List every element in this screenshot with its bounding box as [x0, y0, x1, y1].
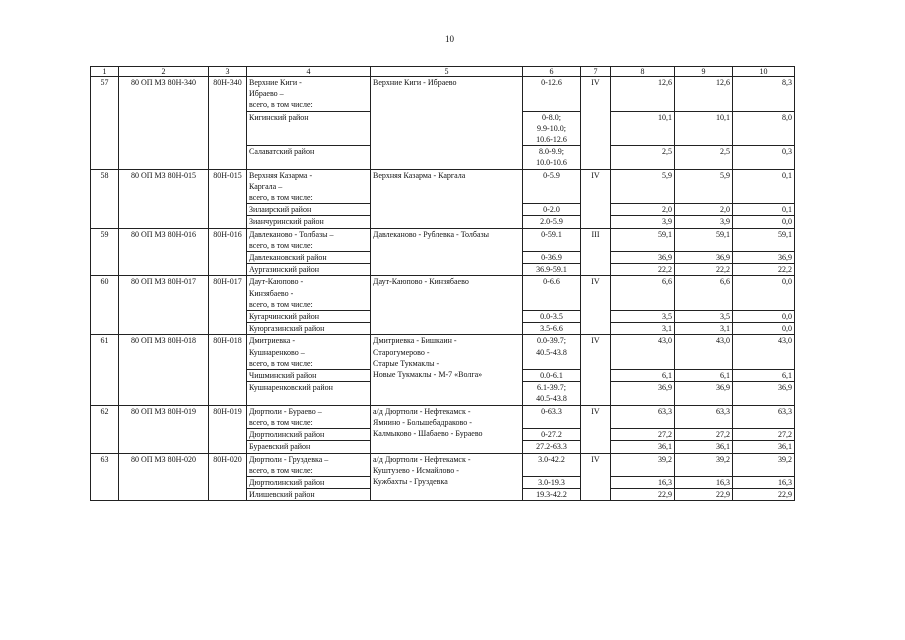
district-length-total: 22,9: [611, 489, 675, 501]
header-row: [91, 67, 795, 77]
road-name-line: Кинзябаево -: [249, 288, 294, 298]
km-range: [523, 77, 581, 112]
district-length-hard: 22,9: [675, 489, 733, 501]
road-name-line: всего, в том числе:: [249, 465, 313, 475]
district-km-range: [523, 489, 581, 501]
road-name: [247, 335, 371, 370]
district-length-total: 2,0: [611, 204, 675, 216]
route-line: Калмыково - Шабаево - Бураево: [373, 429, 483, 439]
district-length-hard: 6,1: [675, 370, 733, 382]
road-category: IV: [581, 77, 611, 170]
road-name-line: Даут-Каюпово -: [249, 277, 304, 287]
district-length-hard: 10,1: [675, 111, 733, 146]
road-name-line: всего, в том числе:: [249, 100, 313, 110]
district-name: Зилаирский район: [247, 204, 371, 216]
road-name: [247, 453, 371, 476]
column-header: 10: [733, 67, 795, 77]
district-length-improved: 36,9: [733, 382, 795, 405]
length-improved: 0,0: [733, 276, 795, 311]
district-km-range: [523, 311, 581, 323]
road-name-line: Ибраево –: [249, 89, 284, 99]
road-name-line: Кушнаренково –: [249, 347, 305, 357]
district-length-total: 36,1: [611, 441, 675, 453]
district-name: Куюргазинский район: [247, 323, 371, 335]
road-name-line: Дюртюли - Груздевка –: [249, 454, 329, 464]
district-name: Аургазинский район: [247, 264, 371, 276]
district-name: Бураевский район: [247, 441, 371, 453]
district-length-total: 27,2: [611, 429, 675, 441]
district-name: Дюртюлинский район: [247, 429, 371, 441]
column-header: 3: [209, 67, 247, 77]
route-line: Куштузево - Исмайлово -: [373, 465, 459, 475]
district-length-hard: 27,2: [675, 429, 733, 441]
page-number: 10: [445, 34, 454, 44]
road-route: [371, 453, 523, 501]
road-code: 80 ОП МЗ 80Н-019: [119, 405, 209, 453]
km-line: 3.0-19.3: [538, 477, 565, 487]
road-code: 80 ОП МЗ 80Н-020: [119, 453, 209, 501]
km-line: 0-5.9: [543, 170, 560, 180]
district-km-range: [523, 382, 581, 405]
road-id: 80Н-018: [209, 335, 247, 405]
road-id: 80Н-019: [209, 405, 247, 453]
route-line: Дмитриевка - Бишкаин -: [373, 336, 457, 346]
road-name-line: Дюртюли - Бураево –: [249, 406, 322, 416]
district-length-improved: 0,1: [733, 204, 795, 216]
route-line: Давлеканово - Рублевка - Толбазы: [373, 229, 490, 239]
district-length-improved: 0,0: [733, 216, 795, 228]
km-range: [523, 453, 581, 476]
table-row: [91, 228, 795, 251]
district-km-range: [523, 264, 581, 276]
length-total: 59,1: [611, 228, 675, 251]
km-range: [523, 276, 581, 311]
route-line: Верхние Киги - Ибраево: [373, 78, 457, 87]
km-line: 0-2.0: [543, 205, 560, 215]
district-length-improved: 16,3: [733, 476, 795, 488]
km-line: 0-27.2: [541, 430, 562, 440]
district-km-range: [523, 146, 581, 169]
route-line: Ямнино - Большебадраково -: [373, 417, 472, 427]
district-length-hard: 36,9: [675, 382, 733, 405]
km-line: 0-12.6: [541, 78, 562, 87]
road-category: IV: [581, 453, 611, 501]
road-name: [247, 228, 371, 251]
road-name-line: Каргала –: [249, 181, 283, 191]
district-name: Дюртюлинский район: [247, 476, 371, 488]
road-route: [371, 228, 523, 276]
district-length-total: 3,1: [611, 323, 675, 335]
length-improved: 39,2: [733, 453, 795, 476]
road-route: [371, 77, 523, 170]
district-length-total: 3,9: [611, 216, 675, 228]
route-line: Новые Тукмаклы - М-7 «Волга»: [373, 370, 483, 380]
district-length-improved: 0,3: [733, 146, 795, 169]
row-number: 57: [91, 77, 119, 170]
km-range: [523, 405, 581, 428]
district-length-improved: 6,1: [733, 370, 795, 382]
road-name: [247, 77, 371, 112]
km-line: 27.2-63.3: [536, 442, 567, 452]
district-name: Зианчуринский район: [247, 216, 371, 228]
length-hard: 43,0: [675, 335, 733, 370]
district-length-total: 36,9: [611, 382, 675, 405]
km-line: 3.0-42.2: [538, 454, 565, 464]
length-hard: 6,6: [675, 276, 733, 311]
length-total: 39,2: [611, 453, 675, 476]
column-header: 4: [247, 67, 371, 77]
district-name: Давлекановский район: [247, 252, 371, 264]
district-length-total: 10,1: [611, 111, 675, 146]
district-length-hard: 36,1: [675, 441, 733, 453]
length-hard: 39,2: [675, 453, 733, 476]
road-category: IV: [581, 169, 611, 228]
column-header: 5: [371, 67, 523, 77]
km-line: 0-63.3: [541, 406, 562, 416]
km-line: 0.0-3.5: [540, 312, 563, 322]
road-name-line: Верхние Киги -: [249, 78, 302, 87]
km-range: [523, 335, 581, 370]
district-length-hard: 3,5: [675, 311, 733, 323]
km-line: 40.5-43.8: [536, 394, 567, 404]
column-header: 1: [91, 67, 119, 77]
district-length-improved: 0,0: [733, 323, 795, 335]
district-length-improved: 0,0: [733, 311, 795, 323]
district-length-hard: 2,5: [675, 146, 733, 169]
length-total: 43,0: [611, 335, 675, 370]
length-total: 12,6: [611, 77, 675, 112]
km-range: [523, 169, 581, 204]
length-improved: 8,3: [733, 77, 795, 112]
district-km-range: [523, 441, 581, 453]
district-length-total: 22,2: [611, 264, 675, 276]
column-header: 6: [523, 67, 581, 77]
road-code: 80 ОП МЗ 80Н-017: [119, 276, 209, 335]
km-line: 36.9-59.1: [536, 265, 567, 275]
road-name-line: Верхняя Казарма -: [249, 170, 313, 180]
district-length-total: 36,9: [611, 252, 675, 264]
table-row: [91, 169, 795, 204]
road-id: 80Н-015: [209, 169, 247, 228]
column-header: 9: [675, 67, 733, 77]
route-line: Старые Тукмаклы -: [373, 358, 440, 368]
length-total: 5,9: [611, 169, 675, 204]
column-header: 8: [611, 67, 675, 77]
length-improved: 63,3: [733, 405, 795, 428]
road-name: [247, 169, 371, 204]
km-line: 9.9-10.0;: [537, 123, 566, 133]
district-km-range: [523, 429, 581, 441]
district-name: Кугарчинский район: [247, 311, 371, 323]
km-line: 0.0-6.1: [540, 371, 563, 381]
length-hard: 63,3: [675, 405, 733, 428]
row-number: 58: [91, 169, 119, 228]
km-line: 2.0-5.9: [540, 217, 563, 227]
km-line: 40.5-43.8: [536, 347, 567, 357]
district-length-improved: 27,2: [733, 429, 795, 441]
row-number: 63: [91, 453, 119, 501]
km-line: 0-8.0;: [542, 112, 561, 122]
row-number: 61: [91, 335, 119, 405]
length-improved: 43,0: [733, 335, 795, 370]
district-km-range: [523, 323, 581, 335]
route-line: Верхняя Казарма - Каргала: [373, 170, 466, 180]
district-name: Кушнаренковский район: [247, 382, 371, 405]
length-total: 63,3: [611, 405, 675, 428]
district-length-hard: 3,9: [675, 216, 733, 228]
route-line: Кужбахты - Груздевка: [373, 476, 448, 486]
km-line: 0-6.6: [543, 277, 560, 287]
district-length-hard: 36,9: [675, 252, 733, 264]
road-code: 80 ОП МЗ 80Н-016: [119, 228, 209, 276]
road-name-line: всего, в том числе:: [249, 358, 313, 368]
roads-table: [90, 66, 795, 501]
table-row: [91, 335, 795, 370]
road-code: 80 ОП МЗ 80Н-018: [119, 335, 209, 405]
district-km-range: [523, 204, 581, 216]
road-route: [371, 169, 523, 228]
district-length-total: 16,3: [611, 476, 675, 488]
district-length-improved: 36,1: [733, 441, 795, 453]
road-code: 80 ОП МЗ 80Н-340: [119, 77, 209, 170]
district-length-improved: 36,9: [733, 252, 795, 264]
district-length-hard: 22,2: [675, 264, 733, 276]
table-row: [91, 453, 795, 476]
road-name: [247, 405, 371, 428]
road-id: 80Н-016: [209, 228, 247, 276]
table-row: [91, 77, 795, 112]
road-name-line: всего, в том числе:: [249, 299, 313, 309]
road-category: IV: [581, 335, 611, 405]
road-name-line: Давлеканово - Толбазы –: [249, 229, 334, 239]
km-line: 8.0-9.9;: [539, 147, 564, 157]
road-category: III: [581, 228, 611, 276]
length-improved: 59,1: [733, 228, 795, 251]
road-category: IV: [581, 405, 611, 453]
road-id: 80Н-017: [209, 276, 247, 335]
road-id: 80Н-020: [209, 453, 247, 501]
length-improved: 0,1: [733, 169, 795, 204]
route-line: Старогумерово -: [373, 347, 430, 357]
route-line: а/д Дюртюли - Нефтекамск -: [373, 406, 471, 416]
km-line: 10.0-10.6: [536, 158, 567, 168]
district-km-range: [523, 370, 581, 382]
district-km-range: [523, 111, 581, 146]
length-hard: 12,6: [675, 77, 733, 112]
km-line: 19.3-42.2: [536, 490, 567, 500]
km-line: 3.5-6.6: [540, 324, 563, 334]
km-line: 0-59.1: [541, 229, 562, 239]
district-length-total: 6,1: [611, 370, 675, 382]
column-header: 7: [581, 67, 611, 77]
column-header: 2: [119, 67, 209, 77]
district-km-range: [523, 476, 581, 488]
district-km-range: [523, 252, 581, 264]
road-name-line: Дмитриевка -: [249, 336, 295, 346]
length-hard: 5,9: [675, 169, 733, 204]
row-number: 62: [91, 405, 119, 453]
road-name: [247, 276, 371, 311]
road-name-line: всего, в том числе:: [249, 193, 313, 203]
km-line: 6.1-39.7;: [537, 383, 566, 393]
route-line: а/д Дюртюли - Нефтекамск -: [373, 454, 471, 464]
row-number: 60: [91, 276, 119, 335]
km-line: 0.0-39.7;: [537, 336, 566, 346]
district-length-hard: 16,3: [675, 476, 733, 488]
district-length-improved: 8,0: [733, 111, 795, 146]
table-row: [91, 276, 795, 311]
road-route: [371, 335, 523, 405]
km-line: 0-36.9: [541, 253, 562, 263]
road-name-line: всего, в том числе:: [249, 240, 313, 250]
route-line: Даут-Каюпово - Кинзябаево: [373, 277, 469, 287]
district-length-total: 3,5: [611, 311, 675, 323]
district-name: Кигинский район: [247, 111, 371, 146]
table-row: [91, 405, 795, 428]
row-number: 59: [91, 228, 119, 276]
length-hard: 59,1: [675, 228, 733, 251]
road-category: IV: [581, 276, 611, 335]
road-route: [371, 276, 523, 335]
road-route: [371, 405, 523, 453]
district-length-hard: 2,0: [675, 204, 733, 216]
district-km-range: [523, 216, 581, 228]
length-total: 6,6: [611, 276, 675, 311]
district-length-improved: 22,2: [733, 264, 795, 276]
district-name: Илишевский район: [247, 489, 371, 501]
km-line: 10.6-12.6: [536, 135, 567, 145]
road-id: 80Н-340: [209, 77, 247, 170]
district-name: Чишминский район: [247, 370, 371, 382]
district-length-hard: 3,1: [675, 323, 733, 335]
district-length-improved: 22,9: [733, 489, 795, 501]
road-name-line: всего, в том числе:: [249, 417, 313, 427]
district-name: Салаватский район: [247, 146, 371, 169]
district-length-total: 2,5: [611, 146, 675, 169]
km-range: [523, 228, 581, 251]
road-code: 80 ОП МЗ 80Н-015: [119, 169, 209, 228]
